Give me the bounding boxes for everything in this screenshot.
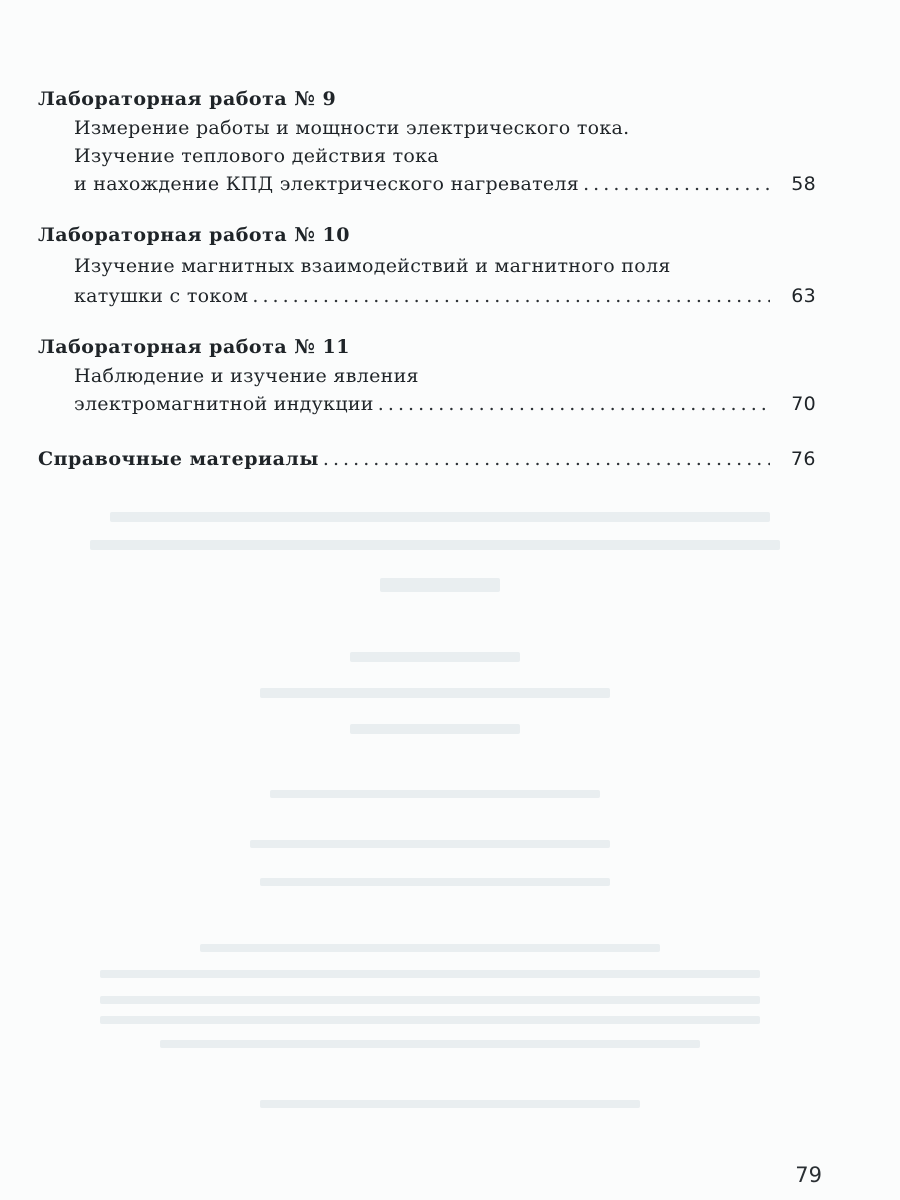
- toc-description-line: катушки с током: [74, 285, 249, 307]
- bleed-through-mark: [260, 688, 610, 698]
- bleed-through-mark: [270, 790, 600, 798]
- toc-description-line: Изучение магнитных взаимодействий и магнитного поля: [74, 255, 671, 277]
- page-folio: 79: [795, 1163, 822, 1187]
- toc-entry: [74, 282, 816, 310]
- toc-heading: Лабораторная работа № 10: [38, 224, 351, 246]
- toc-section-lab-11: [38, 332, 816, 418]
- bleed-through-mark: [380, 578, 500, 592]
- toc-heading: Лабораторная работа № 11: [38, 336, 351, 358]
- toc-description: [38, 362, 816, 418]
- page-number: 63: [791, 285, 816, 307]
- bleed-through-mark: [100, 996, 760, 1004]
- bleed-through-mark: [260, 1100, 640, 1108]
- bleed-through-mark: [200, 944, 660, 952]
- bleed-through-mark: [350, 652, 520, 662]
- dot-leader: [252, 282, 770, 310]
- toc-heading: Лабораторная работа № 9: [38, 88, 337, 110]
- dot-leader: [583, 170, 770, 198]
- page-number: 76: [790, 448, 816, 470]
- table-of-contents: [38, 84, 816, 474]
- page-number: 70: [791, 393, 816, 415]
- toc-entry-reference: [38, 444, 816, 474]
- toc-description-line: Измерение работы и мощности электрического тока.: [74, 117, 630, 139]
- bleed-through-mark: [260, 878, 610, 886]
- dot-leader: [323, 444, 770, 474]
- bleed-through-mark: [250, 840, 610, 848]
- bleed-through-mark: [100, 1016, 760, 1024]
- page-number: 58: [791, 173, 816, 195]
- toc-description-line: Наблюдение и изучение явления: [74, 365, 419, 387]
- toc-description-line: и нахождение КПД электрического нагревателя: [74, 173, 580, 195]
- toc-description: [38, 250, 816, 310]
- bleed-through-mark: [100, 970, 760, 978]
- toc-entry: [74, 170, 816, 198]
- toc-description: [38, 114, 816, 198]
- dot-leader: [378, 390, 770, 418]
- bleed-through-mark: [90, 540, 780, 550]
- bleed-through-mark: [110, 512, 770, 522]
- bleed-through-mark: [350, 724, 520, 734]
- toc-section-lab-9: [38, 84, 816, 198]
- toc-description-line: электромагнитной индукции: [74, 393, 374, 415]
- toc-entry: [74, 390, 816, 418]
- toc-section-lab-10: [38, 220, 816, 310]
- bleed-through-mark: [160, 1040, 700, 1048]
- toc-description-line: Изучение теплового действия тока: [74, 145, 439, 167]
- toc-heading: Справочные материалы: [38, 448, 319, 470]
